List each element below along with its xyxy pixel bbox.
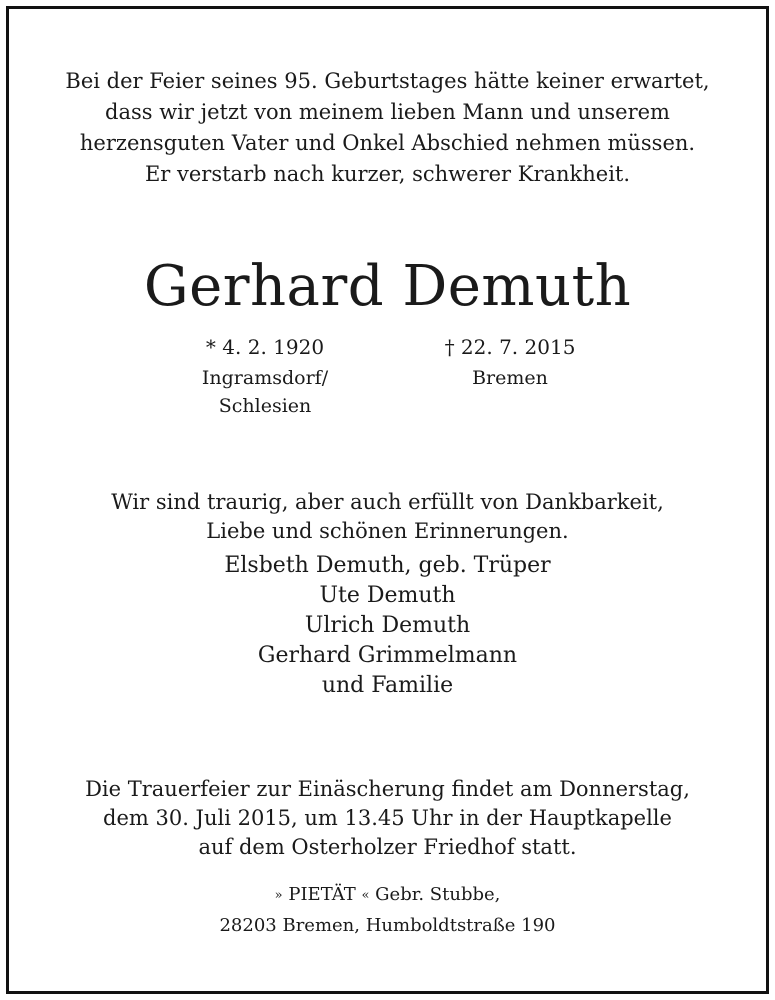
undertaker-company: Gebr. Stubbe, <box>375 884 501 905</box>
mourners-list <box>0 551 775 701</box>
funeral-line: dem 30. Juli 2015, um 13.45 Uhr in der Hauptkapelle <box>103 806 672 830</box>
mourner-name: Elsbeth Demuth, geb. Trüper <box>224 553 551 578</box>
funeral-line: auf dem Osterholzer Friedhof statt. <box>198 835 577 859</box>
quote-open: » <box>274 888 283 903</box>
mourner-name: Ulrich Demuth <box>304 613 471 638</box>
undertaker-name <box>0 880 775 911</box>
mourner-name: und Familie <box>321 673 454 698</box>
birth-info <box>150 332 380 420</box>
undertaker-address: 28203 Bremen, Humboldtstraße 190 <box>219 915 556 936</box>
intro-line: herzensguten Vater und Onkel Abschied nehmen müssen. <box>79 131 696 155</box>
intro-line: dass wir jetzt von meinem lieben Mann und unserem <box>105 100 670 124</box>
undertaker-info <box>0 880 775 941</box>
deceased-name: Gerhard Demuth <box>143 254 632 319</box>
funeral-line: Die Trauerfeier zur Einäscherung findet am Donnerstag, <box>85 777 690 801</box>
death-date: † 22. 7. 2015 <box>444 335 576 359</box>
funeral-notice <box>0 775 775 862</box>
thanks-text <box>0 488 775 546</box>
undertaker-brand: PIETÄT <box>288 884 356 905</box>
birth-date: * 4. 2. 1920 <box>205 335 325 359</box>
thanks-line: Wir sind traurig, aber auch erfüllt von Dankbarkeit, <box>111 490 664 514</box>
mourner-name: Ute Demuth <box>319 583 456 608</box>
birth-place-line: Ingramsdorf/ <box>201 367 329 389</box>
birth-place-line: Schlesien <box>218 395 312 417</box>
intro-text <box>0 66 775 190</box>
death-info <box>395 332 625 392</box>
intro-line: Bei der Feier seines 95. Geburtstages hätte keiner erwartet, <box>65 69 710 93</box>
thanks-line: Liebe und schönen Erinnerungen. <box>206 519 569 543</box>
death-place-line: Bremen <box>472 367 548 389</box>
birth-place <box>150 364 380 420</box>
quote-close: « <box>361 888 370 903</box>
death-place <box>395 364 625 392</box>
intro-line: Er verstarb nach kurzer, schwerer Krankheit. <box>144 162 631 186</box>
mourner-name: Gerhard Grimmelmann <box>257 643 518 668</box>
